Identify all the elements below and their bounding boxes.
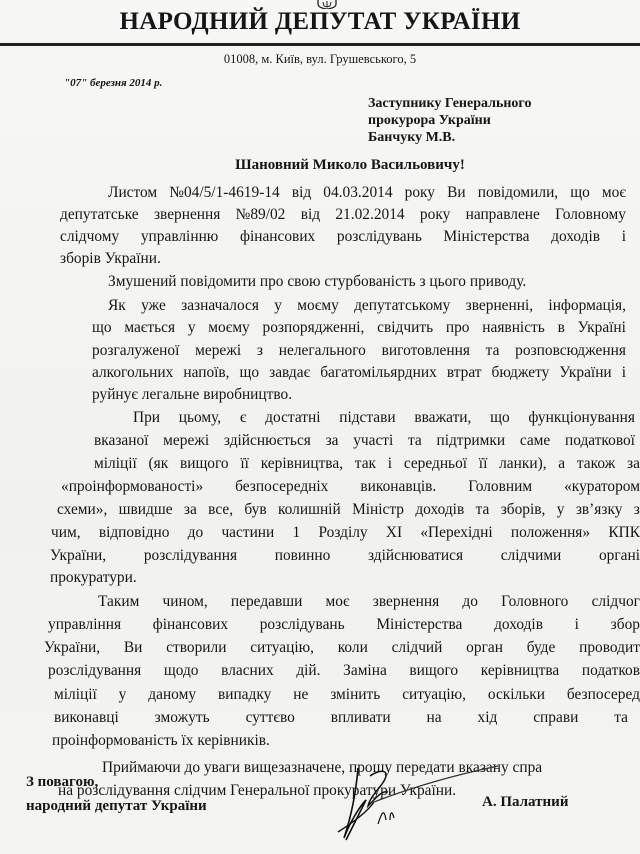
body-line: Приймаючи до уваги вищезазначене, прошу передати вказану спра bbox=[102, 759, 543, 776]
body-line: вказаної мережі здійснюється за участі та підтримки саме податкової bbox=[94, 432, 635, 449]
body-line: на розслідування слідчим Генеральної прокуратури України. bbox=[58, 782, 457, 799]
body-line: алкогольних напоїв, що завдає багатомільярдних втрат бюджету України і bbox=[92, 364, 626, 381]
body-line: При цьому, є достатні підстави вважати, що функціонування bbox=[133, 409, 635, 426]
body-line: виконавці зможуть суттєво впливати на хід справи та bbox=[54, 709, 628, 726]
letterhead-title: НАРОДНИЙ ДЕПУТАТ УКРАЇНИ bbox=[119, 8, 521, 35]
body-line: «проінформованості» безпосередніх виконавців. Головним «куратором bbox=[61, 478, 640, 495]
body-line: руйнує легальне виробництво. bbox=[92, 386, 293, 403]
body-line: України, розслідування повинно здійснюватися слідчими органі bbox=[50, 547, 640, 564]
body-line: Листом №04/5/1-4619-14 від 04.03.2014 року Ви повідомили, що моє bbox=[108, 184, 626, 201]
body-line: Таким чином, передавши моє звернення до Головного слідчог bbox=[98, 593, 640, 610]
letterhead-address: 01008, м. Київ, вул. Грушевського, 5 bbox=[223, 52, 417, 66]
letter-date: "07" березня 2014 р. bbox=[64, 77, 163, 89]
body-line: Змушений повідомити про свою стурбованість з цього приводу. bbox=[108, 273, 527, 290]
body-line: міліції (як вищого її керівництва, так і середньої її ланки), а також за bbox=[94, 455, 640, 472]
closing-block bbox=[26, 770, 207, 818]
recipient-line: Заступнику Генерального bbox=[368, 96, 532, 111]
letterhead-rule bbox=[0, 43, 640, 46]
body-line: Як уже зазначалося у моєму депутатському зверненні, інформація, bbox=[108, 297, 626, 314]
recipient-block bbox=[368, 95, 531, 146]
closing-line: народний депутат України bbox=[26, 798, 207, 814]
recipient-line: Банчуку М.В. bbox=[368, 130, 456, 145]
salutation: Шановний Миколо Васильовичу! bbox=[235, 157, 465, 173]
body-line: проінформованість їх керівників. bbox=[52, 732, 270, 749]
body-line: України, Ви створили ситуацію, коли слідчий орган буде проводит bbox=[44, 639, 640, 656]
body-line: зборів України. bbox=[60, 250, 161, 267]
body-line: розгалуженої мережі з нелегального виготовлення та розповсюдження bbox=[92, 342, 626, 359]
body-line: чим, відповідно до частини 1 Розділу XI «Перехідні положення» КПК bbox=[51, 524, 640, 541]
recipient-line: прокурора України bbox=[368, 113, 491, 128]
body-line: розслідування щодо власних дій. Заміна вищого керівництва податков bbox=[48, 662, 640, 679]
signer-name: А. Палатний bbox=[482, 794, 569, 810]
body-line: слідчому управлінню фінансових розслідувань Міністерства доходів і bbox=[60, 228, 626, 245]
body-line: депутатське звернення №89/02 від 21.02.2014 року направлене Головному bbox=[60, 206, 626, 223]
body-line: що мається у моєму розпорядженні, свідчить про наявність в Україні bbox=[92, 319, 626, 336]
body-line: міліції у даному випадку не змінить ситуацію, оскільки безпосеред bbox=[54, 686, 640, 703]
body-line: управління фінансових розслідувань Міністерства доходів і збор bbox=[48, 616, 640, 633]
handwritten-signature-icon bbox=[330, 762, 500, 842]
body-line: прокуратури. bbox=[50, 569, 137, 586]
closing-line: З повагою, bbox=[26, 774, 99, 790]
body-line: схеми», швидше за все, був колишній Міністр доходів та зборів, у зв’язку з bbox=[57, 501, 640, 518]
